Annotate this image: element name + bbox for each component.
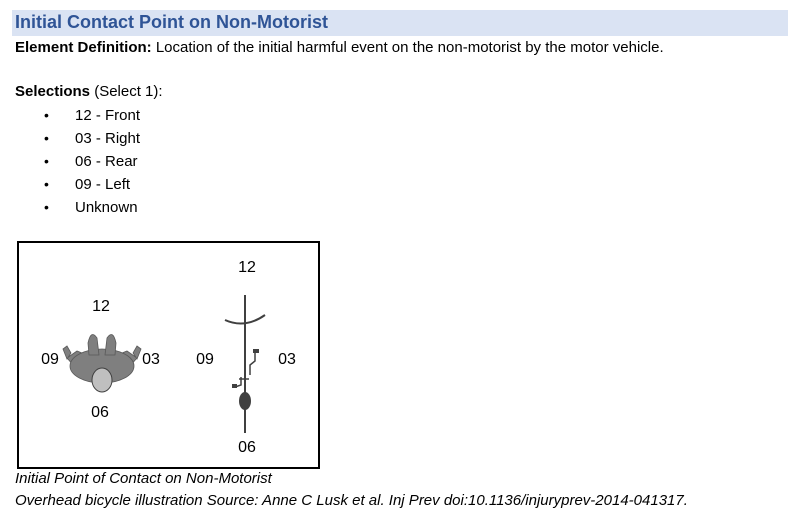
selection-label: 06 - Rear	[75, 153, 138, 170]
bicycle-label-rear: 06	[238, 439, 256, 456]
bullet-icon: •	[44, 153, 49, 169]
figure-caption: Initial Point of Contact on Non-Motorist	[15, 470, 272, 487]
selection-label: Unknown	[75, 199, 138, 216]
bullet-icon: •	[44, 176, 49, 192]
bullet-icon: •	[44, 130, 49, 146]
pedestrian-illustration	[19, 243, 318, 467]
bicycle-label-front: 12	[238, 259, 256, 276]
selections-label: Selections	[15, 83, 91, 100]
bicycle-label-right: 03	[278, 351, 296, 368]
selection-label: 03 - Right	[75, 130, 141, 147]
selections-heading	[15, 83, 163, 100]
bicycle-label-left: 09	[196, 351, 214, 368]
definition-text: Location of the initial harmful event on the non-motorist by the motor vehicle.	[151, 39, 664, 56]
definition-label: Element Definition:	[15, 39, 152, 56]
element-definition	[15, 39, 664, 56]
pedestrian-label-left: 09	[41, 351, 59, 368]
pedestrian-icon	[63, 334, 141, 392]
contact-point-figure	[17, 241, 320, 469]
pedestrian-label-right: 03	[142, 351, 160, 368]
selection-label: 12 - Front	[75, 107, 141, 124]
figure-source-caption: Overhead bicycle illustration Source: Anne C Lusk et al. Inj Prev doi:10.1136/injuryprev-2014-041317.	[15, 492, 688, 509]
bullet-icon: •	[44, 107, 49, 123]
selections-note: (Select 1):	[90, 83, 163, 100]
pedestrian-label-rear: 06	[91, 404, 109, 421]
pedestrian-label-front: 12	[92, 298, 110, 315]
bicycle-icon	[225, 295, 265, 433]
bullet-icon: •	[44, 199, 49, 215]
selection-label: 09 - Left	[75, 176, 131, 193]
page-title: Initial Contact Point on Non-Motorist	[15, 12, 328, 32]
